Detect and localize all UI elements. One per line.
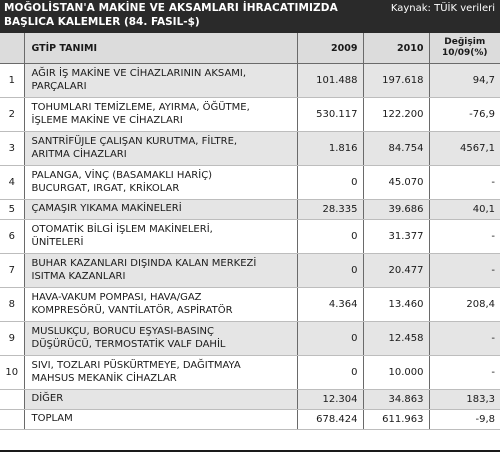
value-2010: 10.000: [363, 356, 429, 390]
item-description-line1: AĞIR İŞ MAKİNE VE CİHAZLARININ AKSAMI,: [31, 68, 247, 79]
change-percent: 4567,1: [429, 132, 500, 166]
change-percent: -: [429, 356, 500, 390]
item-description-line1: BUHAR KAZANLARI DIŞINDA KALAN MERKEZİ: [31, 258, 257, 269]
table-row: [0, 98, 500, 132]
row-number: 5: [0, 200, 24, 220]
value-2010: 13.460: [363, 288, 429, 322]
column-header-num: [0, 33, 24, 64]
change-percent: -: [429, 254, 500, 288]
item-description: [24, 390, 297, 410]
value-2009: 28.335: [297, 200, 363, 220]
row-number: 1: [0, 64, 24, 98]
column-header-change-line1: Değişim: [444, 37, 486, 47]
export-table: [0, 33, 500, 430]
change-percent: -: [429, 220, 500, 254]
value-2009: 12.304: [297, 390, 363, 410]
value-2009: 4.364: [297, 288, 363, 322]
value-2009: 0: [297, 356, 363, 390]
item-description: [24, 220, 297, 254]
item-description-line1: HAVA-VAKUM POMPASI, HAVA/GAZ: [31, 292, 202, 303]
item-description-line1: ÇAMAŞIR YIKAMA MAKİNELERİ: [31, 203, 182, 215]
item-description-line2: ÜNİTELERİ: [31, 236, 84, 248]
item-description-line2: ISITMA KAZANLARI: [31, 270, 126, 282]
row-number: 6: [0, 220, 24, 254]
table-row: [0, 322, 500, 356]
item-description-line1: TOPLAM: [31, 413, 73, 425]
item-description-line1: SANTRİFÜJLE ÇALIŞAN KURUTMA, FİLTRE,: [31, 136, 238, 147]
item-description-line2: İŞLEME MAKİNE VE CİHAZLARI: [31, 114, 183, 126]
item-description: [24, 356, 297, 390]
value-2009: 530.117: [297, 98, 363, 132]
title-line-1: MOĞOLİSTAN'A MAKİNE VE AKSAMLARI İHRACATIMIZDA: [4, 2, 338, 14]
change-percent: 94,7: [429, 64, 500, 98]
value-2010: 20.477: [363, 254, 429, 288]
source-note: Kaynak: TÜİK verileri: [390, 3, 495, 14]
change-percent: 183,3: [429, 390, 500, 410]
value-2010: 197.618: [363, 64, 429, 98]
title-bar: [0, 0, 500, 33]
change-percent: -: [429, 166, 500, 200]
item-description-line1: DİĞER: [31, 393, 64, 405]
table-row: [0, 254, 500, 288]
value-2010: 39.686: [363, 200, 429, 220]
value-2010: 122.200: [363, 98, 429, 132]
row-number: 7: [0, 254, 24, 288]
value-2009: 0: [297, 322, 363, 356]
item-description: [24, 64, 297, 98]
column-header-2010: 2010: [363, 33, 429, 64]
row-number: 10: [0, 356, 24, 390]
value-2010: 611.963: [363, 410, 429, 430]
change-percent: 208,4: [429, 288, 500, 322]
change-percent: -76,9: [429, 98, 500, 132]
value-2009: 0: [297, 166, 363, 200]
item-description-line2: ARITMA CİHAZLARI: [31, 148, 127, 160]
row-number: 4: [0, 166, 24, 200]
value-2010: 12.458: [363, 322, 429, 356]
value-2010: 84.754: [363, 132, 429, 166]
table-row: [0, 288, 500, 322]
item-description-line1: OTOMATİK BİLGİ İŞLEM MAKİNELERİ,: [31, 224, 213, 235]
table-header-row: [0, 33, 500, 64]
value-2009: 0: [297, 220, 363, 254]
value-2010: 34.863: [363, 390, 429, 410]
value-2009: 101.488: [297, 64, 363, 98]
row-number: 3: [0, 132, 24, 166]
item-description-line1: MUSLUKÇU, BORUCU EŞYASI-BASINÇ: [31, 326, 215, 337]
item-description-line1: PALANGA, VİNÇ (BASAMAKLI HARİÇ): [31, 170, 213, 181]
item-description: [24, 410, 297, 430]
item-description-line2: KOMPRESÖRÜ, VANTİLATÖR, ASPİRATÖR: [31, 304, 233, 316]
row-number: 9: [0, 322, 24, 356]
table-row: [0, 410, 500, 430]
item-description-line2: PARÇALARI: [31, 80, 87, 92]
table-row: [0, 356, 500, 390]
column-header-change: [429, 33, 500, 64]
row-number: [0, 390, 24, 410]
table-row: [0, 200, 500, 220]
item-description-line1: SIVI, TOZLARI PÜSKÜRTMEYE, DAĞITMAYA: [31, 360, 241, 371]
change-percent: -: [429, 322, 500, 356]
table-row: [0, 64, 500, 98]
value-2010: 45.070: [363, 166, 429, 200]
item-description: [24, 132, 297, 166]
item-description: [24, 322, 297, 356]
item-description-line2: DÜŞÜRÜCÜ, TERMOSTATİK VALF DAHİL: [31, 338, 226, 350]
item-description: [24, 288, 297, 322]
item-description: [24, 200, 297, 220]
column-header-2009: 2009: [297, 33, 363, 64]
item-description-line1: TOHUMLARI TEMİZLEME, AYIRMA, ÖĞÜTME,: [31, 102, 250, 113]
row-number: 8: [0, 288, 24, 322]
change-percent: 40,1: [429, 200, 500, 220]
value-2010: 31.377: [363, 220, 429, 254]
column-header-change-line2: 10/09(%): [441, 48, 488, 58]
row-number: 2: [0, 98, 24, 132]
value-2009: 1.816: [297, 132, 363, 166]
table-row: [0, 390, 500, 410]
item-description: [24, 254, 297, 288]
value-2009: 678.424: [297, 410, 363, 430]
column-header-name: GTİP TANIMI: [24, 33, 297, 64]
table-row: [0, 166, 500, 200]
table-row: [0, 220, 500, 254]
value-2009: 0: [297, 254, 363, 288]
title-line-2: BAŞLICA KALEMLER (84. FASIL-$): [4, 16, 200, 28]
item-description-line2: BUCURGAT, IRGAT, KRİKOLAR: [31, 182, 180, 194]
table-row: [0, 132, 500, 166]
item-description: [24, 98, 297, 132]
row-number: [0, 410, 24, 430]
change-percent: -9,8: [429, 410, 500, 430]
item-description-line2: MAHSUS MEKANİK CİHAZLAR: [31, 372, 177, 384]
item-description: [24, 166, 297, 200]
